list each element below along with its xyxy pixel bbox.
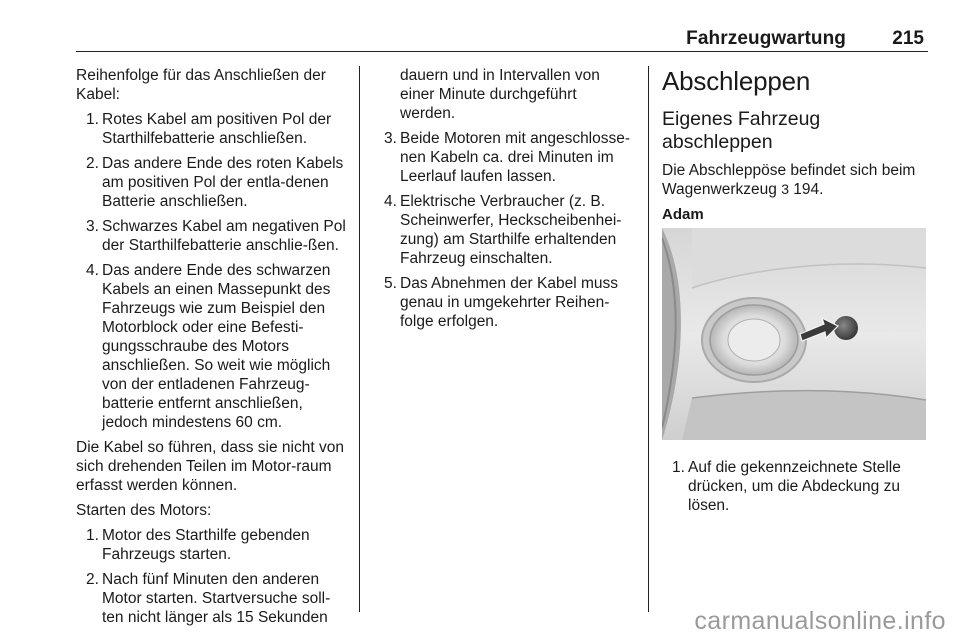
- step-number: 4.: [86, 262, 99, 279]
- step-number: 1.: [86, 111, 99, 128]
- start-intro: Starten des Motors:: [76, 502, 212, 519]
- step-number: 1.: [86, 527, 99, 544]
- bumper-photo-illustration: [662, 228, 926, 440]
- continued-step-text: dauern und in Intervallen von einer Minute durchgeführt werden.: [400, 67, 600, 122]
- step-text: Rotes Kabel am positiven Pol der Starthilfebatterie anschließen.: [102, 111, 332, 147]
- cable-routing-paragraph: Die Kabel so führen, dass sie nicht von sich drehenden Teilen im Motor-raum erfasst werden können.: [76, 439, 344, 494]
- column-divider-1: [359, 66, 360, 612]
- header-divider: [76, 51, 928, 52]
- step-text: Elektrische Verbraucher (z. B. Scheinwerfer, Heckscheibenhei-zung) am Starthilfe erhaltenden Fahrzeug einschalten.: [400, 193, 622, 267]
- list-item: [662, 458, 930, 515]
- step-text: Das Abnehmen der Kabel muss genau in umgekehrter Reihen-folge erfolgen.: [400, 275, 618, 330]
- list-item: [374, 192, 636, 268]
- step-number: 3.: [384, 130, 397, 147]
- step-number: 2.: [86, 155, 99, 172]
- section-heading: Abschleppen: [662, 66, 811, 96]
- list-item: [374, 274, 636, 331]
- bumper-towing-eye-photo: [662, 228, 926, 440]
- column-3: [662, 66, 930, 521]
- step-number: 2.: [86, 571, 99, 588]
- step-text: Beide Motoren mit angeschlosse-nen Kabeln ca. drei Minuten im Leerlauf laufen lassen.: [400, 130, 631, 185]
- step-number: 4.: [384, 193, 397, 210]
- step-text: Das andere Ende des roten Kabels am positiven Pol der entla-denen Batterie anschließen.: [102, 155, 344, 210]
- start-steps-list: [76, 526, 348, 627]
- step-number: 5.: [384, 275, 397, 292]
- list-item: [76, 217, 348, 255]
- list-item: [76, 570, 348, 627]
- list-item: [76, 154, 348, 211]
- page-number: 215: [892, 28, 924, 49]
- start-steps-list-continued: [374, 129, 636, 331]
- list-item: [374, 129, 636, 186]
- list-item: [76, 261, 348, 432]
- step-text: Motor des Starthilfe gebenden Fahrzeugs starten.: [102, 527, 310, 563]
- step-text: Schwarzes Kabel am negativen Pol der Starthilfebatterie anschlie-ßen.: [102, 218, 346, 254]
- towing-steps-list: [662, 458, 930, 515]
- connection-steps-list: [76, 110, 348, 432]
- subsection-heading: Eigenes Fahrzeug abschleppen: [662, 108, 821, 153]
- site-watermark: carmanualsonline.info: [694, 607, 946, 635]
- intro-paragraph: Reihenfolge für das Anschließen der Kabel:: [76, 67, 326, 103]
- step-number: 1.: [672, 459, 685, 476]
- step-number: 3.: [86, 218, 99, 235]
- step-text: Das andere Ende des schwarzen Kabels an einen Massepunkt des Fahrzeugs wie zum Beispiel den Motorblock oder eine Befesti-gungsschraube des Motors anschließen. So weit wie möglich von der entladenen Fahrzeug-batterie entfernt anschließen, jedoch mindestens 60 cm.: [102, 262, 331, 431]
- model-label: Adam: [662, 206, 704, 223]
- page-reference-icon: 3: [781, 181, 789, 197]
- body-text: Die Abschleppöse befindet sich beim Wagenwerkzeug: [662, 162, 916, 198]
- step-text: Nach fünf Minuten den anderen Motor starten. Startversuche soll-ten nicht länger als 15 Sekunden: [102, 571, 331, 626]
- body-paragraph: [662, 161, 930, 199]
- section-title: Fahrzeugwartung: [686, 28, 846, 49]
- list-item: [76, 110, 348, 148]
- page-reference-link[interactable]: 194.: [793, 181, 824, 198]
- list-item: [76, 526, 348, 564]
- page-header: [76, 24, 928, 50]
- column-1: [76, 66, 348, 633]
- column-divider-2: [648, 66, 649, 612]
- column-2: [374, 66, 636, 337]
- step-text: Auf die gekennzeichnete Stelle drücken, um die Abdeckung zu lösen.: [688, 459, 901, 514]
